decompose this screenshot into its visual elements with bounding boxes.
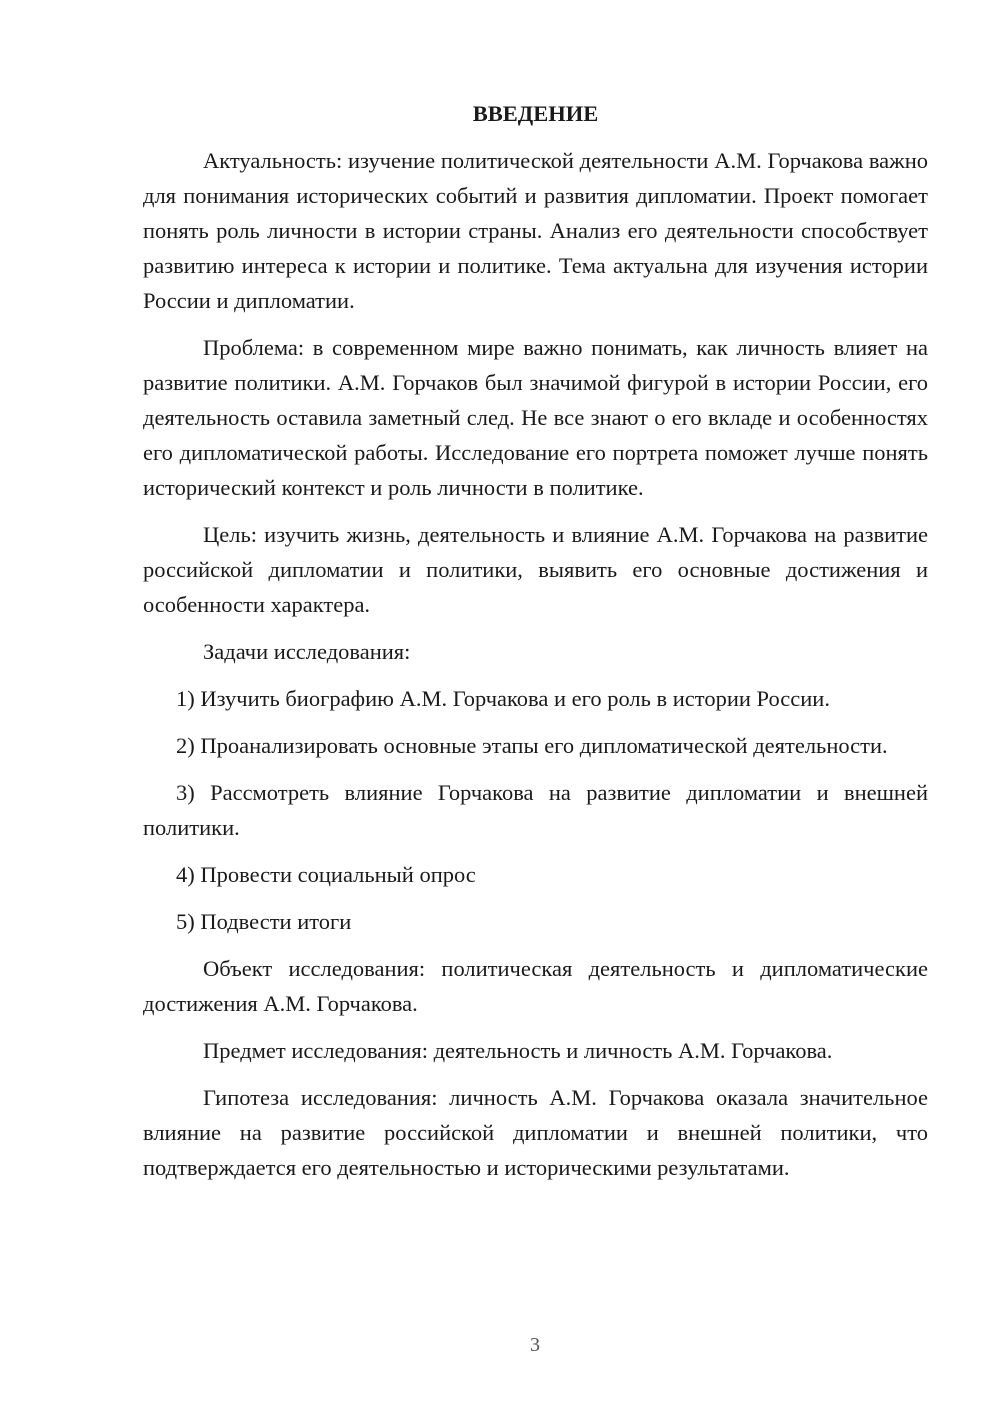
task-item-1: 1) Изучить биографию А.М. Горчакова и его роль в истории России. [176,686,830,711]
subject-paragraph: Предмет исследования: деятельность и личность А.М. Горчакова. [203,1038,833,1063]
task-item-5: 5) Подвести итоги [176,909,352,934]
tasks-heading: Задачи исследования: [203,639,411,664]
page-number: 3 [530,1334,540,1356]
problem-paragraph: Проблема: в современном мире важно понимать, как личность влияет на развитие политики. А.М. Горчаков был значимой фигурой в истории России, его деятельность оставила заметный след. Не все знают о его вкладе и особенностях его дипломатической работы. Исследование его портрета поможет лучше понять исторический контекст и роль личности в политике. [143,335,928,500]
task-item-4: 4) Провести социальный опрос [176,862,476,887]
goal-paragraph: Цель: изучить жизнь, деятельность и влияние А.М. Горчакова на развитие российской дипломатии и политики, выявить его основные достижения и особенности характера. [143,522,928,617]
hypothesis-paragraph: Гипотеза исследования: личность А.М. Горчакова оказала значительное влияние на развитие российской дипломатии и внешней политики, что подтверждается его деятельностью и историческими результатами. [143,1085,928,1180]
document-page [143,96,928,1197]
relevance-paragraph: Актуальность: изучение политической деятельности А.М. Горчакова важно для понимания исторических событий и развития дипломатии. Проект помогает понять роль личности в истории страны. Анализ его деятельности способствует развитию интереса к истории и политике. Тема актуальна для изучения истории России и дипломатии. [143,148,928,313]
object-paragraph: Объект исследования: политическая деятельность и дипломатические достижения А.М. Горчакова. [143,956,928,1016]
task-item-3: 3) Рассмотреть влияние Горчакова на развитие дипломатии и внешней политики. [143,780,928,840]
task-item-2: 2) Проанализировать основные этапы его дипломатической деятельности. [176,733,888,758]
section-title: ВВЕДЕНИЕ [472,101,599,126]
